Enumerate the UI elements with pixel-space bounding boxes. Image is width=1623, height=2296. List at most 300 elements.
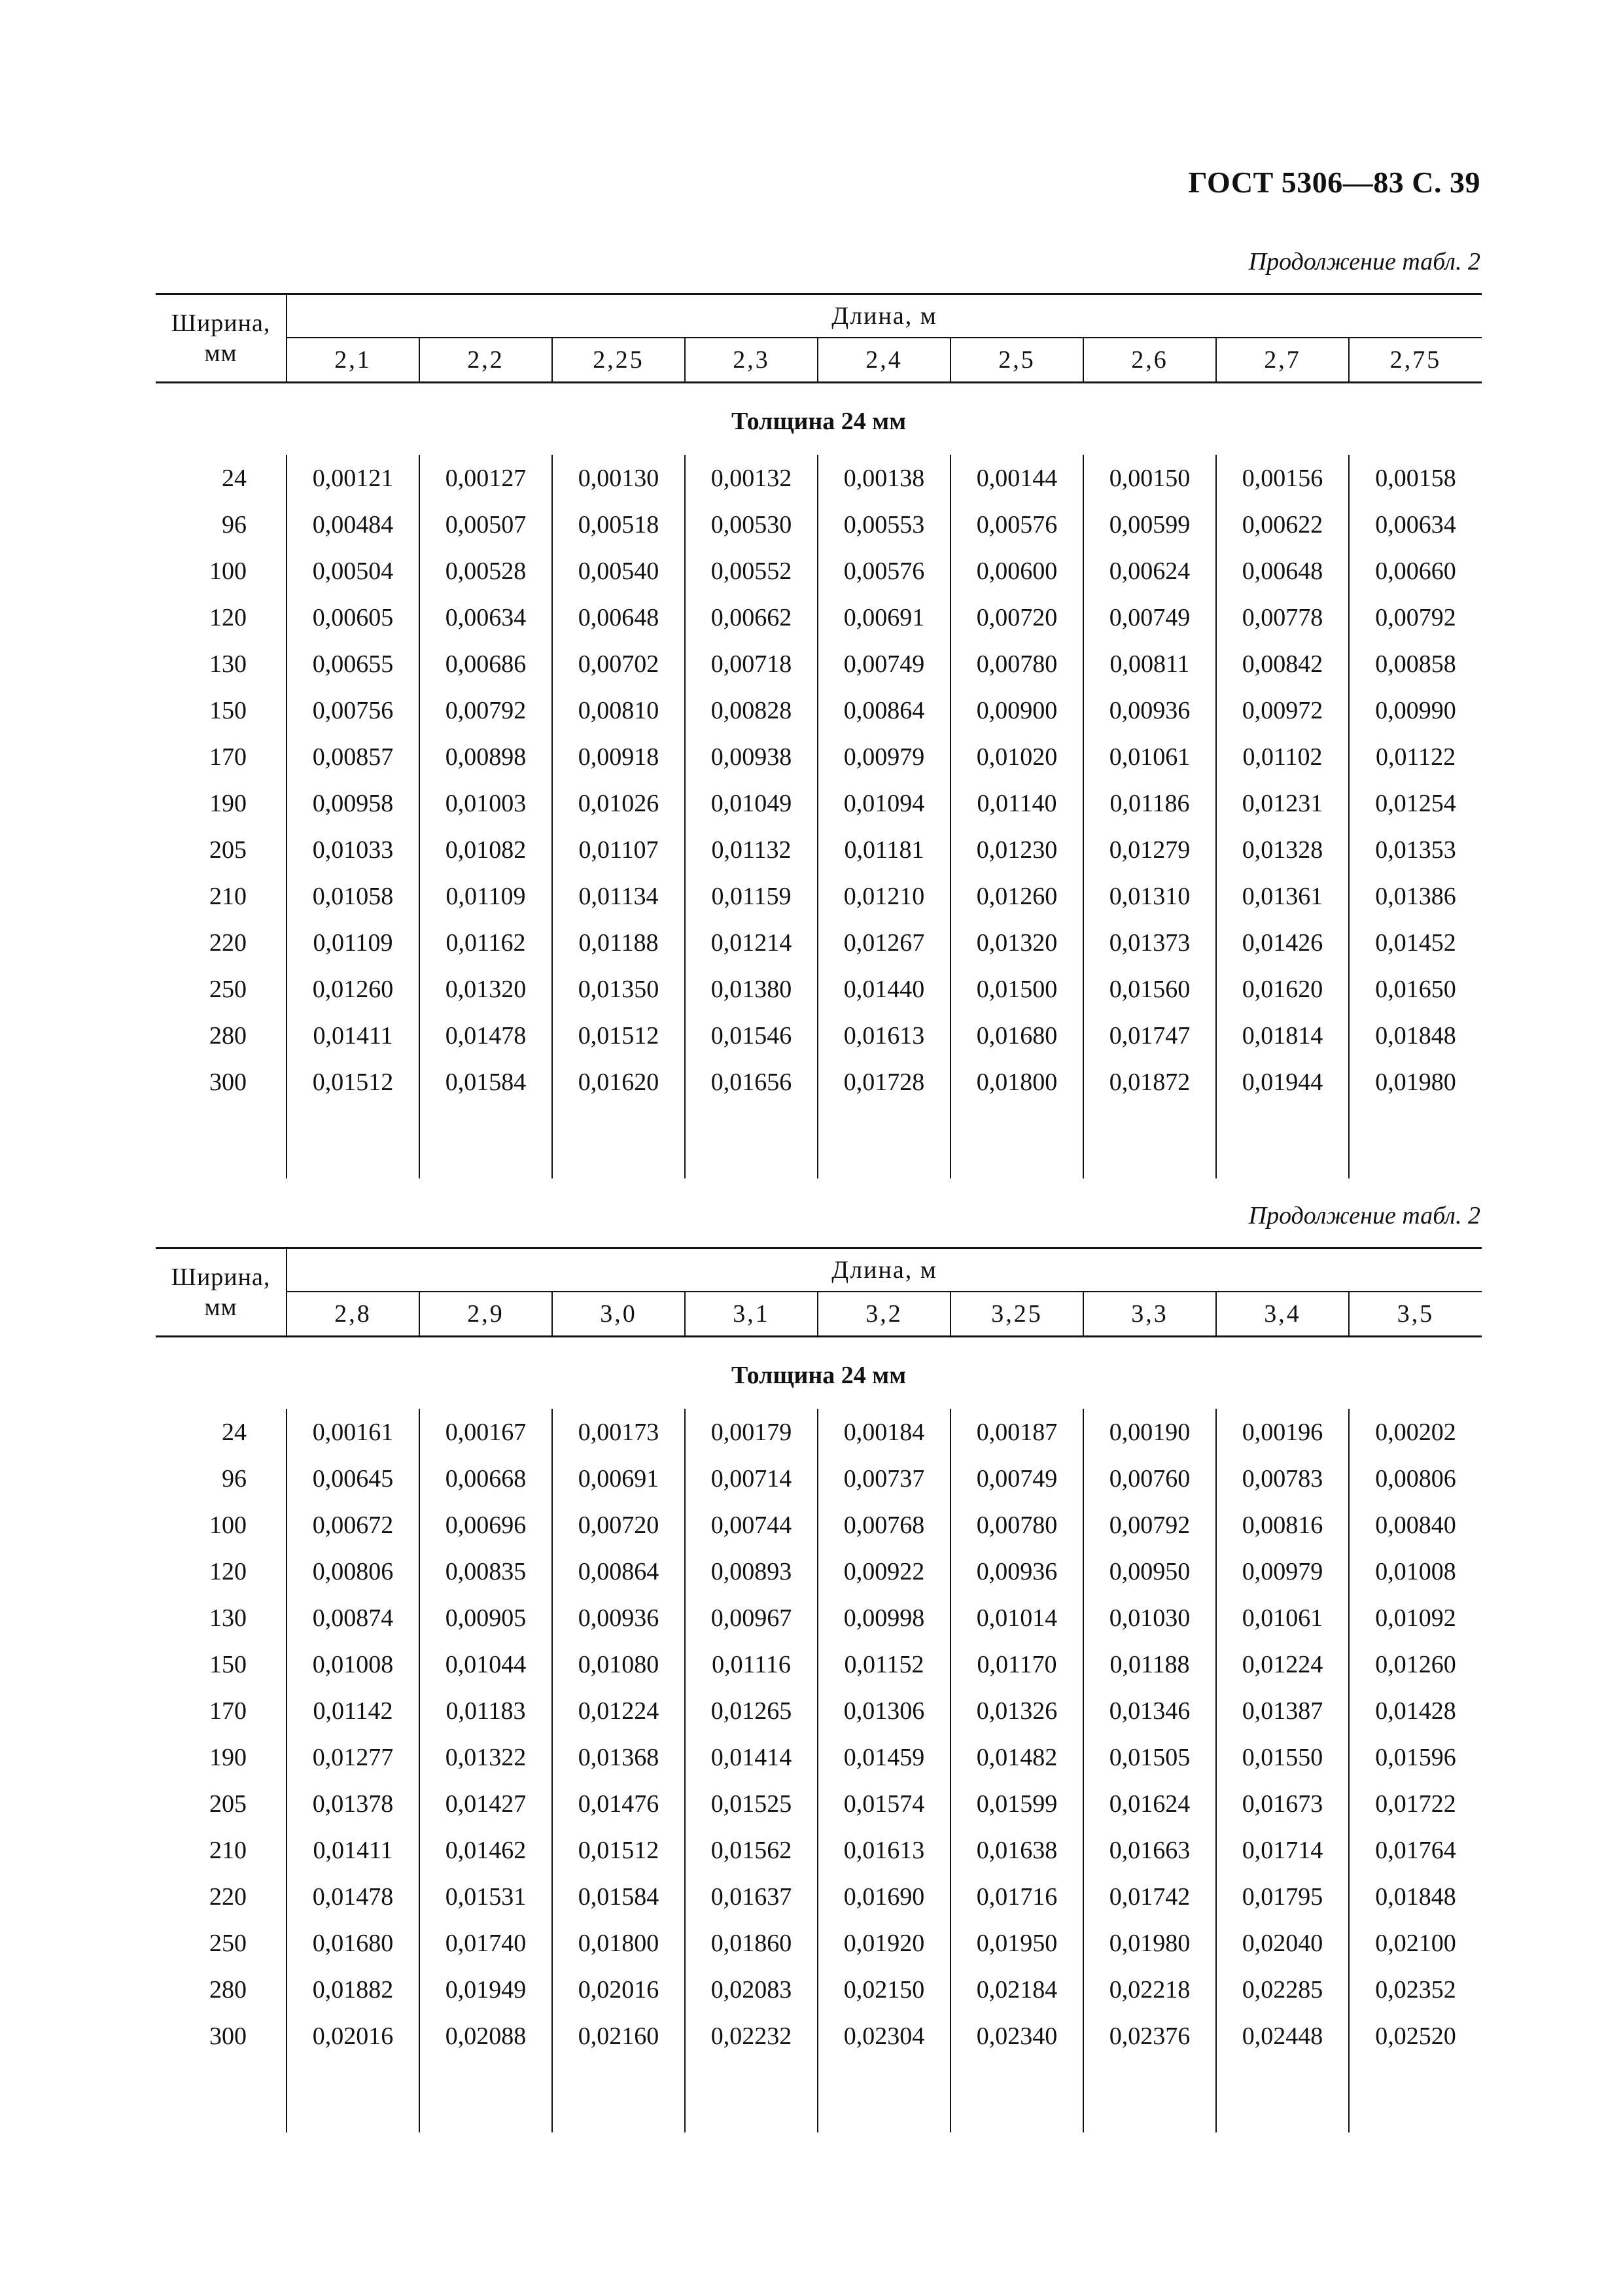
value-cell: 0,00893 bbox=[685, 1548, 818, 1595]
width-cell: 96 bbox=[222, 510, 247, 539]
value-cell: 0,02160 bbox=[552, 2013, 685, 2059]
value-cell: 0,01061 bbox=[1083, 733, 1216, 780]
value-cell: 0,01944 bbox=[1216, 1059, 1349, 1105]
width-cell: 120 bbox=[209, 603, 247, 631]
value-cell: 0,01482 bbox=[951, 1734, 1083, 1780]
value-cell: 0,01210 bbox=[818, 873, 951, 919]
table-row bbox=[156, 1059, 1482, 1105]
length-column-header: 3,3 bbox=[1083, 1292, 1216, 1337]
value-cell: 0,01008 bbox=[1349, 1548, 1482, 1595]
weight-table bbox=[156, 293, 1482, 1178]
length-column-header: 3,2 bbox=[818, 1292, 951, 1337]
value-cell: 0,01265 bbox=[685, 1687, 818, 1734]
table-caption: Продолжение табл. 2 bbox=[1248, 248, 1480, 275]
value-cell: 0,01596 bbox=[1349, 1734, 1482, 1780]
value-cell: 0,00576 bbox=[818, 548, 951, 594]
value-cell: 0,01980 bbox=[1349, 1059, 1482, 1105]
width-cell: 280 bbox=[209, 1975, 247, 2004]
width-cell: 130 bbox=[209, 650, 247, 678]
value-cell: 0,00842 bbox=[1216, 641, 1349, 687]
value-cell: 0,00660 bbox=[1349, 548, 1482, 594]
value-cell: 0,01267 bbox=[818, 919, 951, 966]
value-cell: 0,01462 bbox=[419, 1827, 552, 1873]
value-cell: 0,01560 bbox=[1083, 966, 1216, 1012]
thickness-row bbox=[156, 383, 1482, 455]
length-column-header: 2,8 bbox=[287, 1292, 419, 1337]
value-cell: 0,01795 bbox=[1216, 1873, 1349, 1920]
value-cell: 0,01814 bbox=[1216, 1012, 1349, 1059]
width-cell: 130 bbox=[209, 1604, 247, 1632]
value-cell: 0,01326 bbox=[951, 1687, 1083, 1734]
value-cell: 0,00720 bbox=[951, 594, 1083, 641]
value-cell: 0,01094 bbox=[818, 780, 951, 826]
value-cell: 0,01008 bbox=[287, 1641, 419, 1687]
value-cell: 0,01800 bbox=[552, 1920, 685, 1966]
value-cell: 0,01512 bbox=[552, 1012, 685, 1059]
value-cell: 0,02016 bbox=[287, 2013, 419, 2059]
value-cell: 0,00138 bbox=[818, 455, 951, 501]
value-cell: 0,01181 bbox=[818, 826, 951, 873]
width-cell: 220 bbox=[209, 1882, 247, 1911]
value-cell: 0,02100 bbox=[1349, 1920, 1482, 1966]
width-cell: 280 bbox=[209, 1021, 247, 1050]
value-cell: 0,00696 bbox=[419, 1502, 552, 1548]
value-cell: 0,00835 bbox=[419, 1548, 552, 1595]
value-cell: 0,01080 bbox=[552, 1641, 685, 1687]
value-cell: 0,01214 bbox=[685, 919, 818, 966]
value-cell: 0,01584 bbox=[419, 1059, 552, 1105]
width-cell: 300 bbox=[209, 2022, 247, 2050]
table-row bbox=[156, 455, 1482, 501]
value-cell: 0,00552 bbox=[685, 548, 818, 594]
width-cell: 170 bbox=[209, 1697, 247, 1725]
value-cell: 0,01328 bbox=[1216, 826, 1349, 873]
value-cell: 0,01044 bbox=[419, 1641, 552, 1687]
table-row bbox=[156, 1455, 1482, 1502]
value-cell: 0,01373 bbox=[1083, 919, 1216, 966]
value-cell: 0,01920 bbox=[818, 1920, 951, 1966]
value-cell: 0,01740 bbox=[419, 1920, 552, 1966]
value-cell: 0,01320 bbox=[951, 919, 1083, 966]
value-cell: 0,00792 bbox=[1083, 1502, 1216, 1548]
value-cell: 0,02352 bbox=[1349, 1966, 1482, 2013]
value-cell: 0,00858 bbox=[1349, 641, 1482, 687]
value-cell: 0,01440 bbox=[818, 966, 951, 1012]
value-cell: 0,00950 bbox=[1083, 1548, 1216, 1595]
value-cell: 0,00518 bbox=[552, 501, 685, 548]
table-row bbox=[156, 687, 1482, 733]
value-cell: 0,01690 bbox=[818, 1873, 951, 1920]
table-row bbox=[156, 826, 1482, 873]
table-row bbox=[156, 1687, 1482, 1734]
value-cell: 0,01260 bbox=[1349, 1641, 1482, 1687]
value-cell: 0,02304 bbox=[818, 2013, 951, 2059]
value-cell: 0,00760 bbox=[1083, 1455, 1216, 1502]
value-cell: 0,00990 bbox=[1349, 687, 1482, 733]
length-column-header: 3,5 bbox=[1349, 1292, 1482, 1337]
value-cell: 0,00605 bbox=[287, 594, 419, 641]
value-cell: 0,00918 bbox=[552, 733, 685, 780]
value-cell: 0,01378 bbox=[287, 1780, 419, 1827]
width-cell: 190 bbox=[209, 1743, 247, 1771]
value-cell: 0,01638 bbox=[951, 1827, 1083, 1873]
width-cell: 205 bbox=[209, 836, 247, 864]
value-cell: 0,01546 bbox=[685, 1012, 818, 1059]
value-cell: 0,01949 bbox=[419, 1966, 552, 2013]
value-cell: 0,00599 bbox=[1083, 501, 1216, 548]
value-cell: 0,00874 bbox=[287, 1595, 419, 1641]
value-cell: 0,00792 bbox=[419, 687, 552, 733]
value-cell: 0,01132 bbox=[685, 826, 818, 873]
value-cell: 0,01728 bbox=[818, 1059, 951, 1105]
value-cell: 0,00672 bbox=[287, 1502, 419, 1548]
value-cell: 0,00662 bbox=[685, 594, 818, 641]
value-cell: 0,00780 bbox=[951, 1502, 1083, 1548]
value-cell: 0,01452 bbox=[1349, 919, 1482, 966]
value-cell: 0,01620 bbox=[552, 1059, 685, 1105]
table-footer-spacer bbox=[156, 2059, 1482, 2132]
table-row bbox=[156, 1012, 1482, 1059]
value-cell: 0,01620 bbox=[1216, 966, 1349, 1012]
value-cell: 0,01512 bbox=[552, 1827, 685, 1873]
length-column-header: 2,6 bbox=[1083, 338, 1216, 383]
value-cell: 0,00184 bbox=[818, 1409, 951, 1455]
value-cell: 0,00132 bbox=[685, 455, 818, 501]
value-cell: 0,00857 bbox=[287, 733, 419, 780]
value-cell: 0,02376 bbox=[1083, 2013, 1216, 2059]
table-row bbox=[156, 1920, 1482, 1966]
value-cell: 0,01584 bbox=[552, 1873, 685, 1920]
value-cell: 0,00686 bbox=[419, 641, 552, 687]
value-cell: 0,02218 bbox=[1083, 1966, 1216, 2013]
value-cell: 0,01170 bbox=[951, 1641, 1083, 1687]
table-footer-spacer bbox=[156, 1105, 1482, 1178]
value-cell: 0,01673 bbox=[1216, 1780, 1349, 1827]
value-cell: 0,01550 bbox=[1216, 1734, 1349, 1780]
table-row bbox=[156, 1548, 1482, 1595]
value-cell: 0,01140 bbox=[951, 780, 1083, 826]
table-row bbox=[156, 1873, 1482, 1920]
length-column-header: 3,4 bbox=[1216, 1292, 1349, 1337]
width-cell: 100 bbox=[209, 557, 247, 585]
width-cell: 210 bbox=[209, 1836, 247, 1864]
value-cell: 0,01142 bbox=[287, 1687, 419, 1734]
value-cell: 0,00127 bbox=[419, 455, 552, 501]
value-cell: 0,00806 bbox=[287, 1548, 419, 1595]
table-row bbox=[156, 594, 1482, 641]
value-cell: 0,01350 bbox=[552, 966, 685, 1012]
value-cell: 0,02016 bbox=[552, 1966, 685, 2013]
value-cell: 0,02232 bbox=[685, 2013, 818, 2059]
width-cell: 100 bbox=[209, 1511, 247, 1539]
width-column-header: Ширина, мм bbox=[156, 1248, 287, 1337]
value-cell: 0,01950 bbox=[951, 1920, 1083, 1966]
width-cell: 120 bbox=[209, 1557, 247, 1585]
value-cell: 0,01747 bbox=[1083, 1012, 1216, 1059]
value-cell: 0,00806 bbox=[1349, 1455, 1482, 1502]
value-cell: 0,01574 bbox=[818, 1780, 951, 1827]
value-cell: 0,01152 bbox=[818, 1641, 951, 1687]
length-column-header: 2,4 bbox=[818, 338, 951, 383]
value-cell: 0,01322 bbox=[419, 1734, 552, 1780]
table-row bbox=[156, 873, 1482, 919]
value-cell: 0,01058 bbox=[287, 873, 419, 919]
width-cell: 250 bbox=[209, 1929, 247, 1957]
weight-table bbox=[156, 1247, 1482, 2132]
value-cell: 0,00156 bbox=[1216, 455, 1349, 501]
table-row bbox=[156, 919, 1482, 966]
value-cell: 0,00714 bbox=[685, 1455, 818, 1502]
value-cell: 0,01848 bbox=[1349, 1873, 1482, 1920]
value-cell: 0,02448 bbox=[1216, 2013, 1349, 2059]
table-row bbox=[156, 1409, 1482, 1455]
page-title: ГОСТ 5306—83 С. 39 bbox=[1188, 166, 1480, 199]
length-column-header: 3,0 bbox=[552, 1292, 685, 1337]
value-cell: 0,01764 bbox=[1349, 1827, 1482, 1873]
value-cell: 0,01260 bbox=[287, 966, 419, 1012]
value-cell: 0,00167 bbox=[419, 1409, 552, 1455]
length-column-header: 2,75 bbox=[1349, 338, 1482, 383]
table-row bbox=[156, 1734, 1482, 1780]
value-cell: 0,00158 bbox=[1349, 455, 1482, 501]
value-cell: 0,02340 bbox=[951, 2013, 1083, 2059]
width-cell: 150 bbox=[209, 1650, 247, 1678]
value-cell: 0,01848 bbox=[1349, 1012, 1482, 1059]
value-cell: 0,01061 bbox=[1216, 1595, 1349, 1641]
value-cell: 0,00718 bbox=[685, 641, 818, 687]
value-cell: 0,01716 bbox=[951, 1873, 1083, 1920]
value-cell: 0,00190 bbox=[1083, 1409, 1216, 1455]
value-cell: 0,01346 bbox=[1083, 1687, 1216, 1734]
table-row bbox=[156, 501, 1482, 548]
value-cell: 0,01026 bbox=[552, 780, 685, 826]
value-cell: 0,01107 bbox=[552, 826, 685, 873]
value-cell: 0,00648 bbox=[552, 594, 685, 641]
value-cell: 0,01624 bbox=[1083, 1780, 1216, 1827]
table-row bbox=[156, 733, 1482, 780]
length-column-header: 3,1 bbox=[685, 1292, 818, 1337]
value-cell: 0,00840 bbox=[1349, 1502, 1482, 1548]
value-cell: 0,01680 bbox=[951, 1012, 1083, 1059]
value-cell: 0,00756 bbox=[287, 687, 419, 733]
value-cell: 0,00691 bbox=[818, 594, 951, 641]
value-cell: 0,01414 bbox=[685, 1734, 818, 1780]
length-group-header: Длина, м bbox=[287, 294, 1482, 338]
value-cell: 0,00130 bbox=[552, 455, 685, 501]
table-row bbox=[156, 548, 1482, 594]
value-cell: 0,02083 bbox=[685, 1966, 818, 2013]
value-cell: 0,00783 bbox=[1216, 1455, 1349, 1502]
value-cell: 0,00967 bbox=[685, 1595, 818, 1641]
value-cell: 0,01003 bbox=[419, 780, 552, 826]
table-caption: Продолжение табл. 2 bbox=[1248, 1202, 1480, 1229]
value-cell: 0,01428 bbox=[1349, 1687, 1482, 1734]
value-cell: 0,00634 bbox=[419, 594, 552, 641]
value-cell: 0,00600 bbox=[951, 548, 1083, 594]
value-cell: 0,01014 bbox=[951, 1595, 1083, 1641]
value-cell: 0,00720 bbox=[552, 1502, 685, 1548]
value-cell: 0,00655 bbox=[287, 641, 419, 687]
value-cell: 0,00972 bbox=[1216, 687, 1349, 733]
length-column-header: 2,3 bbox=[685, 338, 818, 383]
value-cell: 0,01980 bbox=[1083, 1920, 1216, 1966]
value-cell: 0,01361 bbox=[1216, 873, 1349, 919]
width-cell: 300 bbox=[209, 1068, 247, 1096]
length-group-header: Длина, м bbox=[287, 1248, 1482, 1292]
value-cell: 0,01459 bbox=[818, 1734, 951, 1780]
value-cell: 0,01478 bbox=[419, 1012, 552, 1059]
value-cell: 0,01134 bbox=[552, 873, 685, 919]
value-cell: 0,02150 bbox=[818, 1966, 951, 2013]
value-cell: 0,00144 bbox=[951, 455, 1083, 501]
value-cell: 0,00958 bbox=[287, 780, 419, 826]
value-cell: 0,00161 bbox=[287, 1409, 419, 1455]
value-cell: 0,01525 bbox=[685, 1780, 818, 1827]
value-cell: 0,01531 bbox=[419, 1873, 552, 1920]
length-column-header: 2,9 bbox=[419, 1292, 552, 1337]
value-cell: 0,01310 bbox=[1083, 873, 1216, 919]
value-cell: 0,02040 bbox=[1216, 1920, 1349, 1966]
length-column-header: 2,1 bbox=[287, 338, 419, 383]
value-cell: 0,01186 bbox=[1083, 780, 1216, 826]
value-cell: 0,01872 bbox=[1083, 1059, 1216, 1105]
value-cell: 0,00936 bbox=[552, 1595, 685, 1641]
value-cell: 0,02520 bbox=[1349, 2013, 1482, 2059]
value-cell: 0,00864 bbox=[552, 1548, 685, 1595]
value-cell: 0,01599 bbox=[951, 1780, 1083, 1827]
value-cell: 0,01386 bbox=[1349, 873, 1482, 919]
value-cell: 0,00668 bbox=[419, 1455, 552, 1502]
length-column-header: 2,25 bbox=[552, 338, 685, 383]
value-cell: 0,01500 bbox=[951, 966, 1083, 1012]
value-cell: 0,01116 bbox=[685, 1641, 818, 1687]
thickness-row bbox=[156, 1337, 1482, 1409]
value-cell: 0,01020 bbox=[951, 733, 1083, 780]
value-cell: 0,00998 bbox=[818, 1595, 951, 1641]
value-cell: 0,01714 bbox=[1216, 1827, 1349, 1873]
value-cell: 0,01082 bbox=[419, 826, 552, 873]
value-cell: 0,01277 bbox=[287, 1734, 419, 1780]
value-cell: 0,01427 bbox=[419, 1780, 552, 1827]
value-cell: 0,02184 bbox=[951, 1966, 1083, 2013]
value-cell: 0,01478 bbox=[287, 1873, 419, 1920]
value-cell: 0,00702 bbox=[552, 641, 685, 687]
length-column-header: 2,2 bbox=[419, 338, 552, 383]
table-row bbox=[156, 1780, 1482, 1827]
value-cell: 0,00528 bbox=[419, 548, 552, 594]
value-cell: 0,00202 bbox=[1349, 1409, 1482, 1455]
value-cell: 0,00576 bbox=[951, 501, 1083, 548]
value-cell: 0,01637 bbox=[685, 1873, 818, 1920]
value-cell: 0,00749 bbox=[818, 641, 951, 687]
table-row bbox=[156, 1502, 1482, 1548]
value-cell: 0,01279 bbox=[1083, 826, 1216, 873]
value-cell: 0,00780 bbox=[951, 641, 1083, 687]
data-table-2 bbox=[156, 1247, 1482, 2132]
value-cell: 0,00979 bbox=[818, 733, 951, 780]
value-cell: 0,00507 bbox=[419, 501, 552, 548]
value-cell: 0,01613 bbox=[818, 1827, 951, 1873]
value-cell: 0,01033 bbox=[287, 826, 419, 873]
width-cell: 210 bbox=[209, 882, 247, 910]
value-cell: 0,00768 bbox=[818, 1502, 951, 1548]
table-row bbox=[156, 1595, 1482, 1641]
width-cell: 170 bbox=[209, 743, 247, 771]
value-cell: 0,00622 bbox=[1216, 501, 1349, 548]
width-cell: 250 bbox=[209, 975, 247, 1003]
value-cell: 0,01722 bbox=[1349, 1780, 1482, 1827]
value-cell: 0,01800 bbox=[951, 1059, 1083, 1105]
value-cell: 0,01102 bbox=[1216, 733, 1349, 780]
width-cell: 24 bbox=[222, 464, 247, 492]
value-cell: 0,01353 bbox=[1349, 826, 1482, 873]
value-cell: 0,01260 bbox=[951, 873, 1083, 919]
table-row bbox=[156, 2013, 1482, 2059]
value-cell: 0,00792 bbox=[1349, 594, 1482, 641]
value-cell: 0,01159 bbox=[685, 873, 818, 919]
value-cell: 0,01882 bbox=[287, 1966, 419, 2013]
value-cell: 0,01368 bbox=[552, 1734, 685, 1780]
value-cell: 0,01188 bbox=[552, 919, 685, 966]
data-table-1 bbox=[156, 293, 1482, 1178]
table-row bbox=[156, 966, 1482, 1012]
value-cell: 0,00936 bbox=[1083, 687, 1216, 733]
value-cell: 0,00179 bbox=[685, 1409, 818, 1455]
value-cell: 0,01663 bbox=[1083, 1827, 1216, 1873]
value-cell: 0,01476 bbox=[552, 1780, 685, 1827]
value-cell: 0,00484 bbox=[287, 501, 419, 548]
value-cell: 0,00811 bbox=[1083, 641, 1216, 687]
value-cell: 0,00645 bbox=[287, 1455, 419, 1502]
value-cell: 0,01680 bbox=[287, 1920, 419, 1966]
value-cell: 0,00196 bbox=[1216, 1409, 1349, 1455]
value-cell: 0,01162 bbox=[419, 919, 552, 966]
thickness-label: Толщина 24 мм bbox=[731, 408, 907, 435]
value-cell: 0,00898 bbox=[419, 733, 552, 780]
value-cell: 0,00737 bbox=[818, 1455, 951, 1502]
value-cell: 0,00936 bbox=[951, 1548, 1083, 1595]
value-cell: 0,01613 bbox=[818, 1012, 951, 1059]
value-cell: 0,01656 bbox=[685, 1059, 818, 1105]
width-cell: 150 bbox=[209, 696, 247, 724]
length-column-header: 2,5 bbox=[951, 338, 1083, 383]
value-cell: 0,00648 bbox=[1216, 548, 1349, 594]
value-cell: 0,00979 bbox=[1216, 1548, 1349, 1595]
value-cell: 0,00504 bbox=[287, 548, 419, 594]
value-cell: 0,00905 bbox=[419, 1595, 552, 1641]
width-cell: 220 bbox=[209, 928, 247, 957]
value-cell: 0,00864 bbox=[818, 687, 951, 733]
width-cell: 96 bbox=[222, 1464, 247, 1492]
value-cell: 0,01122 bbox=[1349, 733, 1482, 780]
value-cell: 0,00530 bbox=[685, 501, 818, 548]
table-row bbox=[156, 780, 1482, 826]
value-cell: 0,01380 bbox=[685, 966, 818, 1012]
value-cell: 0,00828 bbox=[685, 687, 818, 733]
value-cell: 0,00749 bbox=[951, 1455, 1083, 1502]
length-column-header: 2,7 bbox=[1216, 338, 1349, 383]
value-cell: 0,01224 bbox=[1216, 1641, 1349, 1687]
table-row bbox=[156, 1641, 1482, 1687]
width-column-header: Ширина, мм bbox=[156, 294, 287, 383]
width-cell: 24 bbox=[222, 1418, 247, 1446]
value-cell: 0,01505 bbox=[1083, 1734, 1216, 1780]
value-cell: 0,00900 bbox=[951, 687, 1083, 733]
value-cell: 0,00187 bbox=[951, 1409, 1083, 1455]
value-cell: 0,00744 bbox=[685, 1502, 818, 1548]
value-cell: 0,01562 bbox=[685, 1827, 818, 1873]
table-row bbox=[156, 1966, 1482, 2013]
